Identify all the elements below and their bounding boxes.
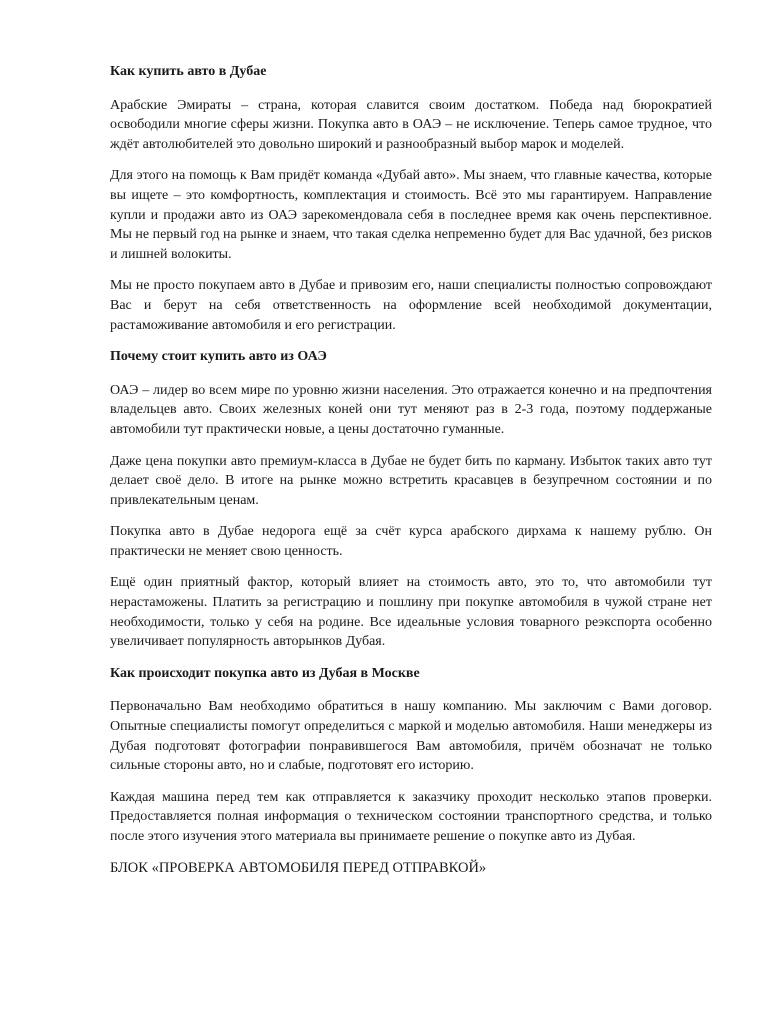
- paragraph: Каждая машина перед тем как отправляется к заказчику проходит несколько этапов проверки. Предоставляется полная информация о техническом состоянии транспортного средства, и только после этого изучения этого материала вы принимаете решение о покупке авто из Дубая.: [110, 789, 712, 844]
- section-heading: Почему стоит купить авто из ОАЭ: [110, 349, 327, 365]
- section-buy-in-dubai: [110, 62, 712, 335]
- paragraph: Первоначально Вам необходимо обратиться в нашу компанию. Мы заключим с Вами договор. Опытные специалисты помогут определиться с маркой и моделью автомобиля. Наши менеджеры из Дубая подготовят фотографии понравившегося Вам автомобиля, причём обозначат не только сильные стороны авто, но и слабые, подготовят его историю.: [110, 699, 712, 774]
- paragraph: Для этого на помощь к Вам придёт команда «Дубай авто». Мы знаем, что главные качества, которые вы ищете – это комфортность, комплектация и стоимость. Всё это мы гарантируем. Направление купли и продажи авто из ОАЭ зарекомендовала себя в последнее время как очень перспективное. Мы не первый год на рынке и знаем, что такая сделка непременно будет для Вас удачной, без рисков и лишней волокиты.: [110, 168, 712, 262]
- paragraph: ОАЭ – лидер во всем мире по уровню жизни населения. Это отражается конечно и на предпочтения владельцев авто. Своих железных коней они тут меняют раз в 2-3 года, поэтому поддержаные автомобили тут практически новые, а цены достаточно гуманные.: [110, 382, 712, 437]
- section-purchase-process: [110, 664, 712, 847]
- section-why-uae: [110, 347, 712, 652]
- paragraph: Ещё один приятный фактор, который влияет на стоимость авто, это то, что автомобили тут нерастаможены. Платить за регистрацию и пошлину при покупке автомобиля в чужой стране нет необходимости, только у себя на родине. Все идеальные условия товарного реэкспорта особенно увеличивает популярность авторынков Дубая.: [110, 575, 712, 650]
- paragraph: Арабские Эмираты – страна, которая славится своим достатком. Победа над бюрократией освободили многие сферы жизни. Покупка авто в ОАЭ – не исключение. Теперь самое трудное, что ждёт автолюбителей это довольно широкий и разнообразный выбор марок и моделей.: [110, 97, 712, 152]
- paragraph: Даже цена покупки авто премиум-класса в Дубае не будет бить по карману. Избыток таких авто тут делает своё дело. В итоге на рынке можно встретить красавцев в безупречном состоянии и по привлекательным ценам.: [110, 453, 712, 508]
- section-heading: Как происходит покупка авто из Дубая в Москве: [110, 665, 420, 681]
- paragraph: Мы не просто покупаем авто в Дубае и привозим его, наши специалисты полностью сопровождают Вас и берут на себя ответственность на оформление всей необходимой документации, растаможивание автомобиля и его регистрации.: [110, 278, 712, 333]
- block-label: БЛОК «ПРОВЕРКА АВТОМОБИЛЯ ПЕРЕД ОТПРАВКОЙ»: [110, 859, 487, 876]
- paragraph: Покупка авто в Дубае недорога ещё за счёт курса арабского дирхама к нашему рублю. Он практически не меняет свою ценность.: [110, 524, 712, 559]
- section-heading: Как купить авто в Дубае: [110, 64, 267, 79]
- document-page: [110, 62, 712, 878]
